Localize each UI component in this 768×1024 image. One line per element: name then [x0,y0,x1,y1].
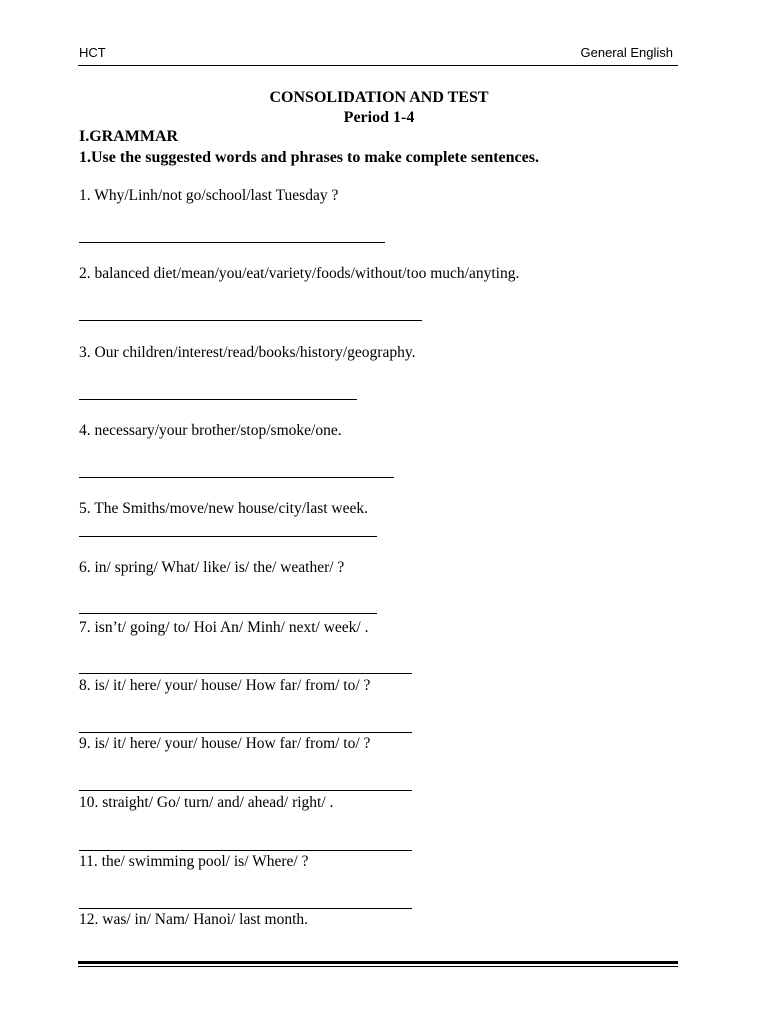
question-5: 5. The Smiths/move/new house/city/last week. [79,500,369,517]
answer-line-2 [79,320,422,321]
header-divider [78,65,678,66]
answer-line-8 [79,732,412,733]
exercise-instruction: 1.Use the suggested words and phrases to make complete sentences. [79,149,539,166]
question-7: 7. isn’t/ going/ to/ Hoi An/ Minh/ next/ week/ . [79,619,369,636]
document-title: CONSOLIDATION AND TEST [269,89,489,106]
answer-line-10 [79,850,412,851]
answer-line-7 [79,673,412,674]
question-12: 12. was/ in/ Nam/ Hanoi/ last month. [79,911,309,928]
footer-divider-thick [78,961,678,964]
answer-line-9 [79,790,412,791]
question-11: 11. the/ swimming pool/ is/ Where/ ? [79,853,309,870]
header-right-text: General English [580,45,673,60]
answer-line-5 [79,536,377,537]
footer-divider-thin [78,966,678,967]
question-3: 3. Our children/interest/read/books/history/geography. [79,344,416,361]
question-8: 8. is/ it/ here/ your/ house/ How far/ from/ to/ ? [79,677,371,694]
question-1: 1. Why/Linh/not go/school/last Tuesday ? [79,187,339,204]
question-2: 2. balanced diet/mean/you/eat/variety/foods/without/too much/anyting. [79,265,520,282]
answer-line-6 [79,613,377,614]
header-left-text: HCT [79,45,106,60]
question-9: 9. is/ it/ here/ your/ house/ How far/ from/ to/ ? [79,735,371,752]
answer-line-1 [79,242,385,243]
question-4: 4. necessary/your brother/stop/smoke/one. [79,422,342,439]
question-6: 6. in/ spring/ What/ like/ is/ the/ weather/ ? [79,559,345,576]
answer-line-4 [79,477,394,478]
document-subtitle: Period 1-4 [343,109,415,126]
answer-line-3 [79,399,357,400]
section-heading: I.GRAMMAR [79,128,179,145]
question-10: 10. straight/ Go/ turn/ and/ ahead/ right/ . [79,794,334,811]
answer-line-11 [79,908,412,909]
